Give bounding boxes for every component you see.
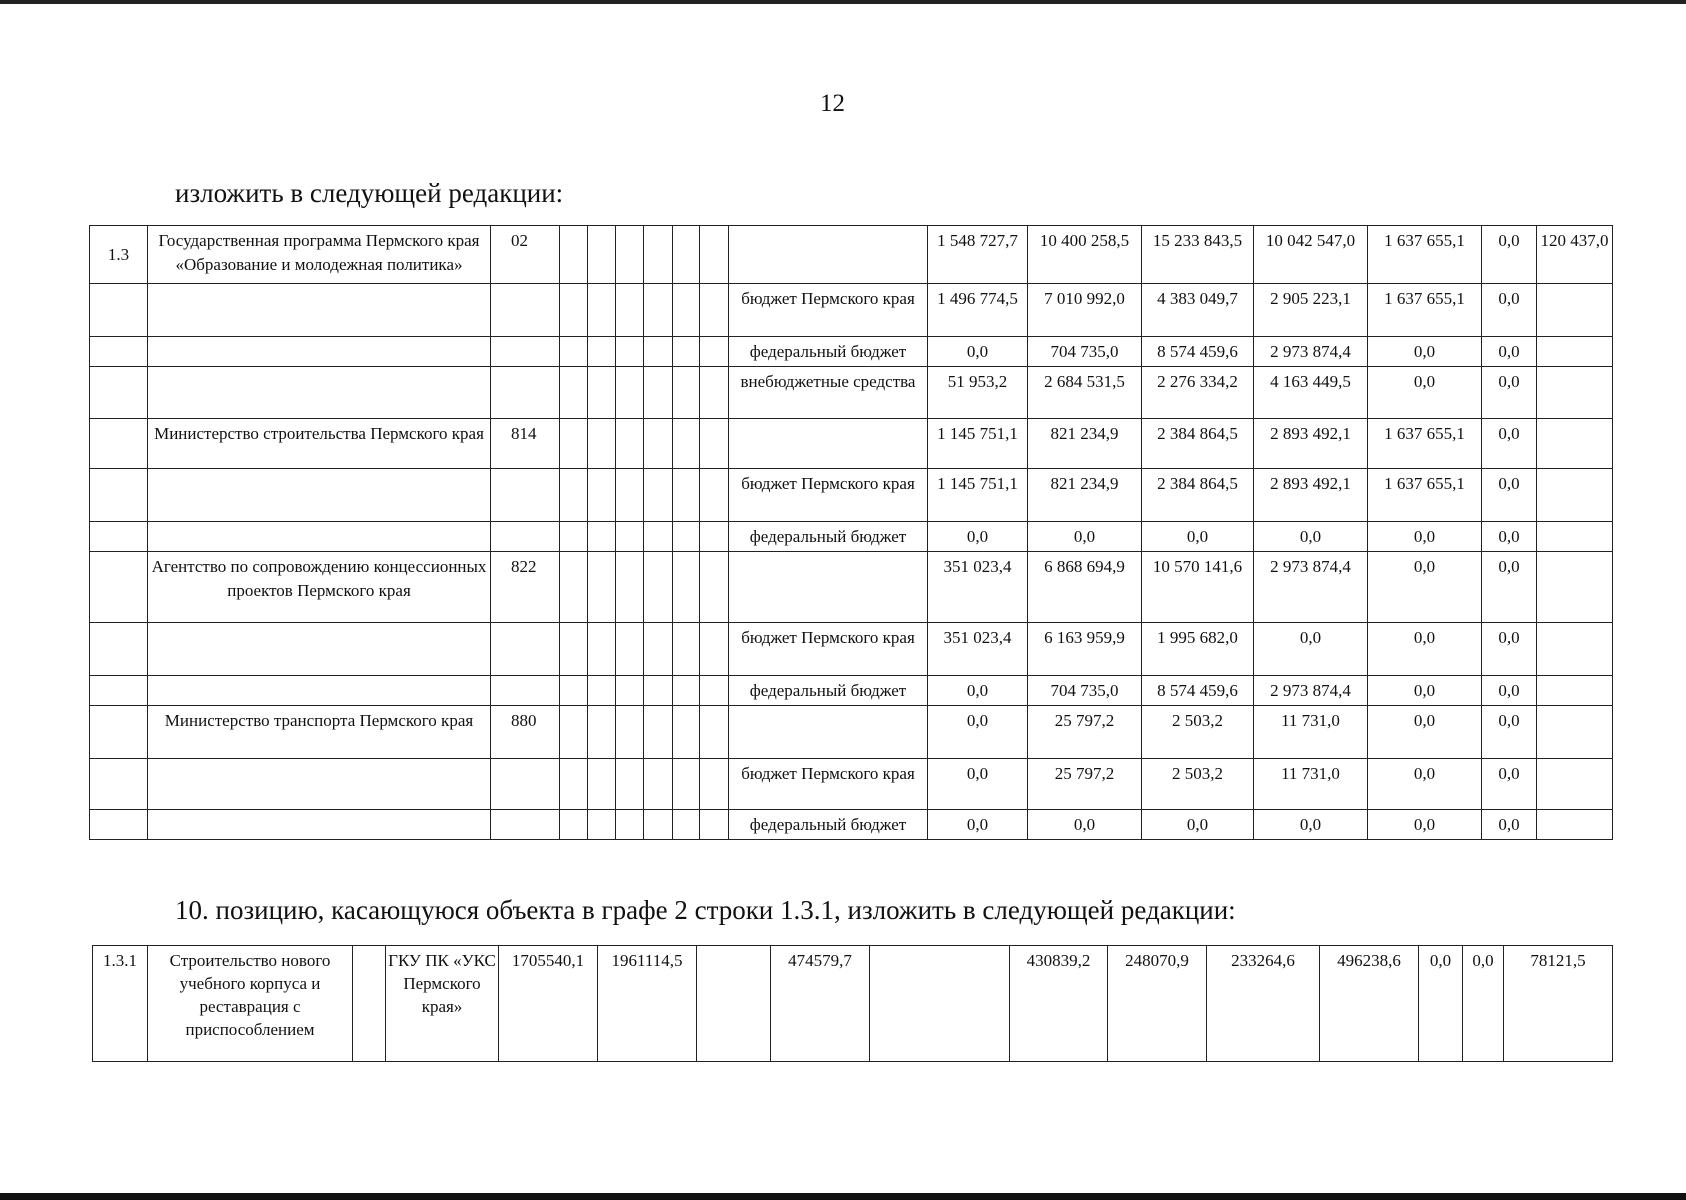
amount-cell: 821 234,9 xyxy=(1028,469,1142,522)
funding-source xyxy=(729,226,928,284)
amount-cell xyxy=(1537,552,1613,623)
empty-code-cell xyxy=(616,284,644,337)
empty-code-cell xyxy=(588,522,616,552)
empty-code-cell xyxy=(700,810,729,840)
object-name: Строительство нового учебного корпуса и реставрация с приспособлением xyxy=(148,946,353,1062)
object-row-1-3-1 xyxy=(93,946,1613,1062)
row-number xyxy=(90,469,148,522)
empty-code-cell xyxy=(644,706,673,759)
amount-cell: 11 731,0 xyxy=(1254,706,1368,759)
empty-code-cell xyxy=(616,367,644,419)
empty-code-cell xyxy=(588,284,616,337)
empty-code-cell xyxy=(560,284,588,337)
funding-row xyxy=(90,469,1613,522)
empty-code-cell xyxy=(616,522,644,552)
empty-code-cell xyxy=(673,367,700,419)
empty-code-cell xyxy=(673,337,700,367)
empty-code-cell xyxy=(616,226,644,284)
amount-cell: 0,0 xyxy=(928,337,1028,367)
heading-amend: изложить в следующей редакции: xyxy=(175,178,564,208)
amount-cell: 2 684 531,5 xyxy=(1028,367,1142,419)
empty-code-cell xyxy=(644,469,673,522)
empty-code-cell xyxy=(616,623,644,676)
empty-code-cell xyxy=(673,469,700,522)
amount-cell: 8 574 459,6 xyxy=(1142,676,1254,706)
amount-cell: 2 384 864,5 xyxy=(1142,469,1254,522)
amount-cell: 0,0 xyxy=(928,676,1028,706)
empty-code-cell xyxy=(700,419,729,469)
amount-cell: 0,0 xyxy=(1482,284,1537,337)
row-number xyxy=(90,337,148,367)
scan-edge-bottom xyxy=(0,1193,1686,1200)
empty-code-cell xyxy=(673,419,700,469)
row-number xyxy=(90,284,148,337)
amount-cell: 0,0 xyxy=(1482,810,1537,840)
object-value-2: 1961114,5 xyxy=(598,946,697,1062)
funding-row xyxy=(90,623,1613,676)
empty-code-cell xyxy=(644,419,673,469)
row-name xyxy=(148,810,491,840)
row-code xyxy=(491,676,560,706)
row-name xyxy=(148,367,491,419)
empty-code-cell xyxy=(560,552,588,623)
amount-cell: 0,0 xyxy=(1142,810,1254,840)
row-number xyxy=(90,810,148,840)
row-code xyxy=(491,759,560,810)
amount-cell: 1 496 774,5 xyxy=(928,284,1028,337)
funding-source: бюджет Пермского края xyxy=(729,469,928,522)
amount-cell: 0,0 xyxy=(1368,337,1482,367)
amount-cell: 0,0 xyxy=(1368,623,1482,676)
row-code xyxy=(491,367,560,419)
funding-row xyxy=(90,419,1613,469)
object-table xyxy=(92,945,1613,1062)
empty-code-cell xyxy=(588,367,616,419)
amount-cell: 1 548 727,7 xyxy=(928,226,1028,284)
amount-cell: 0,0 xyxy=(1368,522,1482,552)
amount-cell: 2 503,2 xyxy=(1142,759,1254,810)
empty-code-cell xyxy=(616,706,644,759)
empty-code-cell xyxy=(673,810,700,840)
amount-cell: 821 234,9 xyxy=(1028,419,1142,469)
amount-cell: 0,0 xyxy=(1254,810,1368,840)
amount-cell: 1 995 682,0 xyxy=(1142,623,1254,676)
empty-code-cell xyxy=(673,284,700,337)
amount-cell xyxy=(1537,522,1613,552)
object-value-10: 78121,5 xyxy=(1504,946,1613,1062)
funding-source: бюджет Пермского края xyxy=(729,623,928,676)
amount-cell: 0,0 xyxy=(1368,759,1482,810)
amount-cell: 0,0 xyxy=(1368,367,1482,419)
amount-cell: 1 637 655,1 xyxy=(1368,284,1482,337)
funding-source xyxy=(729,706,928,759)
empty-code-cell xyxy=(673,706,700,759)
amount-cell xyxy=(1537,706,1613,759)
row-code xyxy=(491,810,560,840)
empty-code-cell xyxy=(700,706,729,759)
empty-code-cell xyxy=(588,226,616,284)
empty-code-cell xyxy=(560,522,588,552)
empty-code-cell xyxy=(560,623,588,676)
amount-cell: 0,0 xyxy=(928,706,1028,759)
amount-cell: 120 437,0 xyxy=(1537,226,1613,284)
page-number: 12 xyxy=(820,90,845,117)
funding-row xyxy=(90,676,1613,706)
funding-source xyxy=(729,552,928,623)
empty-code-cell xyxy=(700,337,729,367)
empty-code-cell xyxy=(644,284,673,337)
row-code xyxy=(491,469,560,522)
amount-cell: 2 893 492,1 xyxy=(1254,469,1368,522)
amount-cell xyxy=(1537,676,1613,706)
row-code xyxy=(491,623,560,676)
empty-code-cell xyxy=(644,337,673,367)
empty-code-cell xyxy=(588,623,616,676)
amount-cell xyxy=(1537,284,1613,337)
empty-code-cell xyxy=(616,676,644,706)
empty-code-cell xyxy=(616,759,644,810)
row-name xyxy=(148,522,491,552)
amount-cell: 351 023,4 xyxy=(928,623,1028,676)
amount-cell: 51 953,2 xyxy=(928,367,1028,419)
empty-code-cell xyxy=(673,623,700,676)
empty-code-cell xyxy=(673,226,700,284)
amount-cell: 25 797,2 xyxy=(1028,706,1142,759)
funding-row xyxy=(90,522,1613,552)
empty-code-cell xyxy=(673,522,700,552)
amount-cell: 2 905 223,1 xyxy=(1254,284,1368,337)
amount-cell: 0,0 xyxy=(928,810,1028,840)
empty-code-cell xyxy=(588,469,616,522)
amount-cell: 2 276 334,2 xyxy=(1142,367,1254,419)
funding-source: федеральный бюджет xyxy=(729,810,928,840)
empty-code-cell xyxy=(588,706,616,759)
amount-cell: 7 010 992,0 xyxy=(1028,284,1142,337)
amount-cell: 2 973 874,4 xyxy=(1254,337,1368,367)
amount-cell: 0,0 xyxy=(928,522,1028,552)
empty-code-cell xyxy=(560,759,588,810)
empty-code-cell xyxy=(588,676,616,706)
empty-code-cell xyxy=(644,226,673,284)
funding-row xyxy=(90,284,1613,337)
empty-code-cell xyxy=(673,759,700,810)
object-value-3: 474579,7 xyxy=(771,946,870,1062)
empty-code-cell xyxy=(700,623,729,676)
amount-cell: 2 973 874,4 xyxy=(1254,552,1368,623)
object-value-7: 496238,6 xyxy=(1320,946,1419,1062)
amount-cell: 351 023,4 xyxy=(928,552,1028,623)
amount-cell: 10 042 547,0 xyxy=(1254,226,1368,284)
empty-code-cell xyxy=(588,552,616,623)
row-name: Министерство строительства Пермского края xyxy=(148,419,491,469)
amount-cell: 2 973 874,4 xyxy=(1254,676,1368,706)
object-value-4: 430839,2 xyxy=(1010,946,1108,1062)
program-funding-table xyxy=(89,225,1613,840)
row-name: Министерство транспорта Пермского края xyxy=(148,706,491,759)
funding-source xyxy=(729,419,928,469)
amount-cell: 0,0 xyxy=(1482,226,1537,284)
row-number xyxy=(90,706,148,759)
amount-cell: 0,0 xyxy=(1482,367,1537,419)
funding-source: федеральный бюджет xyxy=(729,522,928,552)
amount-cell: 0,0 xyxy=(1482,522,1537,552)
empty-code-cell xyxy=(588,337,616,367)
row-code: 880 xyxy=(491,706,560,759)
amount-cell: 0,0 xyxy=(1368,810,1482,840)
empty-code-cell xyxy=(560,706,588,759)
amount-cell xyxy=(1537,810,1613,840)
amount-cell: 0,0 xyxy=(1028,810,1142,840)
row-name: Государственная программа Пермского края «Образование и молодежная политика» xyxy=(148,226,491,284)
empty-code-cell xyxy=(616,469,644,522)
amount-cell: 6 868 694,9 xyxy=(1028,552,1142,623)
empty-code-cell xyxy=(700,676,729,706)
empty-code-cell xyxy=(644,367,673,419)
row-name xyxy=(148,469,491,522)
row-code: 822 xyxy=(491,552,560,623)
object-blank-3 xyxy=(870,946,1010,1062)
empty-code-cell xyxy=(588,419,616,469)
object-blank-1 xyxy=(353,946,386,1062)
amount-cell: 1 637 655,1 xyxy=(1368,226,1482,284)
amount-cell: 0,0 xyxy=(1368,676,1482,706)
empty-code-cell xyxy=(560,676,588,706)
empty-code-cell xyxy=(673,552,700,623)
amount-cell: 2 384 864,5 xyxy=(1142,419,1254,469)
row-number xyxy=(90,623,148,676)
funding-row xyxy=(90,226,1613,284)
row-name xyxy=(148,676,491,706)
object-blank-2 xyxy=(697,946,771,1062)
amount-cell: 8 574 459,6 xyxy=(1142,337,1254,367)
empty-code-cell xyxy=(700,284,729,337)
row-number xyxy=(90,367,148,419)
amount-cell: 0,0 xyxy=(1482,623,1537,676)
funding-row xyxy=(90,367,1613,419)
empty-code-cell xyxy=(644,810,673,840)
amount-cell: 0,0 xyxy=(1482,676,1537,706)
empty-code-cell xyxy=(644,552,673,623)
funding-row xyxy=(90,337,1613,367)
empty-code-cell xyxy=(700,226,729,284)
object-value-8: 0,0 xyxy=(1419,946,1463,1062)
row-name xyxy=(148,759,491,810)
object-value-6: 233264,6 xyxy=(1207,946,1320,1062)
object-customer: ГКУ ПК «УКС Пермского края» xyxy=(386,946,499,1062)
empty-code-cell xyxy=(616,419,644,469)
funding-row xyxy=(90,810,1613,840)
empty-code-cell xyxy=(560,226,588,284)
empty-code-cell xyxy=(560,810,588,840)
funding-source: бюджет Пермского края xyxy=(729,284,928,337)
funding-source: внебюджетные средства xyxy=(729,367,928,419)
row-number xyxy=(90,552,148,623)
funding-source: федеральный бюджет xyxy=(729,676,928,706)
amount-cell: 0,0 xyxy=(1254,522,1368,552)
object-value-1: 1705540,1 xyxy=(499,946,598,1062)
amount-cell: 704 735,0 xyxy=(1028,337,1142,367)
amount-cell: 0,0 xyxy=(1482,419,1537,469)
scan-edge-top xyxy=(0,0,1686,4)
amount-cell: 15 233 843,5 xyxy=(1142,226,1254,284)
empty-code-cell xyxy=(560,337,588,367)
row-code xyxy=(491,522,560,552)
amount-cell: 6 163 959,9 xyxy=(1028,623,1142,676)
program-funding-body xyxy=(90,226,1613,840)
row-number xyxy=(90,759,148,810)
amount-cell: 2 893 492,1 xyxy=(1254,419,1368,469)
row-code: 814 xyxy=(491,419,560,469)
empty-code-cell xyxy=(700,367,729,419)
row-code: 02 xyxy=(491,226,560,284)
amount-cell xyxy=(1537,469,1613,522)
amount-cell: 1 145 751,1 xyxy=(928,419,1028,469)
amount-cell: 10 400 258,5 xyxy=(1028,226,1142,284)
empty-code-cell xyxy=(644,676,673,706)
amount-cell: 0,0 xyxy=(1482,759,1537,810)
amount-cell: 25 797,2 xyxy=(1028,759,1142,810)
empty-code-cell xyxy=(588,810,616,840)
amount-cell: 0,0 xyxy=(1254,623,1368,676)
amount-cell: 4 383 049,7 xyxy=(1142,284,1254,337)
empty-code-cell xyxy=(616,810,644,840)
amount-cell: 10 570 141,6 xyxy=(1142,552,1254,623)
amount-cell: 1 637 655,1 xyxy=(1368,469,1482,522)
amount-cell: 1 145 751,1 xyxy=(928,469,1028,522)
funding-row xyxy=(90,552,1613,623)
row-name xyxy=(148,337,491,367)
amount-cell xyxy=(1537,367,1613,419)
amount-cell: 0,0 xyxy=(1482,552,1537,623)
row-name xyxy=(148,623,491,676)
empty-code-cell xyxy=(588,759,616,810)
amount-cell: 1 637 655,1 xyxy=(1368,419,1482,469)
funding-row xyxy=(90,759,1613,810)
empty-code-cell xyxy=(644,522,673,552)
amount-cell: 0,0 xyxy=(1482,706,1537,759)
row-code xyxy=(491,284,560,337)
row-name: Агентство по сопровождению концессионных проектов Пермского края xyxy=(148,552,491,623)
empty-code-cell xyxy=(700,469,729,522)
funding-row xyxy=(90,706,1613,759)
amount-cell: 0,0 xyxy=(1482,469,1537,522)
row-number xyxy=(90,419,148,469)
amount-cell: 2 503,2 xyxy=(1142,706,1254,759)
amount-cell: 0,0 xyxy=(928,759,1028,810)
empty-code-cell xyxy=(700,552,729,623)
row-number xyxy=(90,676,148,706)
empty-code-cell xyxy=(560,419,588,469)
amount-cell: 4 163 449,5 xyxy=(1254,367,1368,419)
empty-code-cell xyxy=(560,367,588,419)
amount-cell xyxy=(1537,419,1613,469)
row-name xyxy=(148,284,491,337)
amount-cell: 0,0 xyxy=(1142,522,1254,552)
empty-code-cell xyxy=(700,522,729,552)
amount-cell: 0,0 xyxy=(1482,337,1537,367)
funding-source: федеральный бюджет xyxy=(729,337,928,367)
row-number: 1.3 xyxy=(90,226,148,284)
object-value-9: 0,0 xyxy=(1463,946,1504,1062)
amount-cell xyxy=(1537,623,1613,676)
amount-cell: 0,0 xyxy=(1368,706,1482,759)
amount-cell xyxy=(1537,759,1613,810)
heading-position-10: 10. позицию, касающуюся объекта в графе 2 строки 1.3.1, изложить в следующей редакции: xyxy=(175,895,1236,925)
amount-cell: 11 731,0 xyxy=(1254,759,1368,810)
empty-code-cell xyxy=(616,552,644,623)
amount-cell: 0,0 xyxy=(1368,552,1482,623)
funding-source: бюджет Пермского края xyxy=(729,759,928,810)
empty-code-cell xyxy=(560,469,588,522)
row-code xyxy=(491,337,560,367)
empty-code-cell xyxy=(673,676,700,706)
empty-code-cell xyxy=(644,623,673,676)
amount-cell: 704 735,0 xyxy=(1028,676,1142,706)
row-number xyxy=(90,522,148,552)
amount-cell: 0,0 xyxy=(1028,522,1142,552)
object-value-5: 248070,9 xyxy=(1108,946,1207,1062)
empty-code-cell xyxy=(700,759,729,810)
empty-code-cell xyxy=(644,759,673,810)
object-num: 1.3.1 xyxy=(93,946,148,1062)
amount-cell xyxy=(1537,337,1613,367)
empty-code-cell xyxy=(616,337,644,367)
